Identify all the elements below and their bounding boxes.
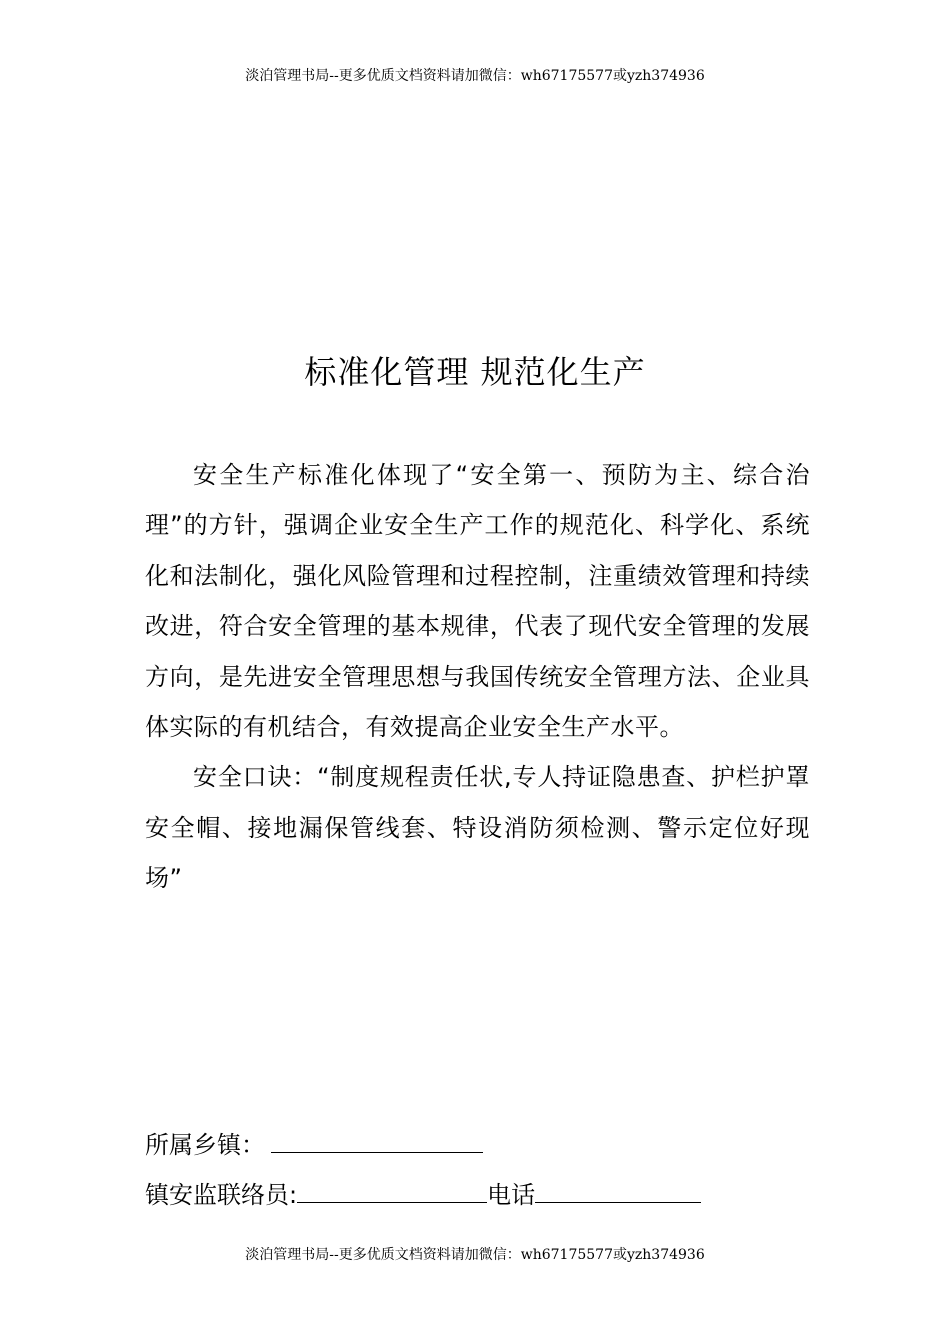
town-blank-line (271, 1128, 483, 1153)
paragraph-standardization: 安全生产标准化体现了“安全第一、预防为主、综合治理”的方针，强调企业安全生产工作的规范化、科学化、系统化和法制化，强化风险管理和过程控制，注重绩效管理和持续改进，符合安全管理的基本规律，代表了现代安全管理的发展方向，是先进安全管理思想与我国传统安全管理方法、企业具体实际的有机结合，有效提高企业安全生产水平。 (145, 461, 810, 742)
town-label: 所属乡镇： (145, 1131, 265, 1159)
paragraph-safety-slogan: 安全口诀：“制度规程责任状,专人持证隐患查、护栏护罩安全帽、接地漏保管线套、特设消防须检测、警示定位好现场” (145, 763, 810, 893)
town-field-row (145, 1128, 483, 1161)
page-header: 淡泊管理书局--更多优质文档资料请加微信：wh67175577或yzh374936 (245, 68, 705, 84)
document-title: 标准化管理 规范化生产 (304, 353, 646, 391)
phone-label: 电话 (487, 1181, 536, 1209)
liaison-field-row (145, 1178, 701, 1211)
phone-blank-line (535, 1178, 701, 1203)
liaison-blank-line (297, 1178, 487, 1203)
liaison-label: 镇安监联络员: (145, 1181, 298, 1209)
document-body (145, 450, 810, 904)
page-footer: 淡泊管理书局--更多优质文档资料请加微信：wh67175577或yzh374936 (245, 1247, 705, 1263)
